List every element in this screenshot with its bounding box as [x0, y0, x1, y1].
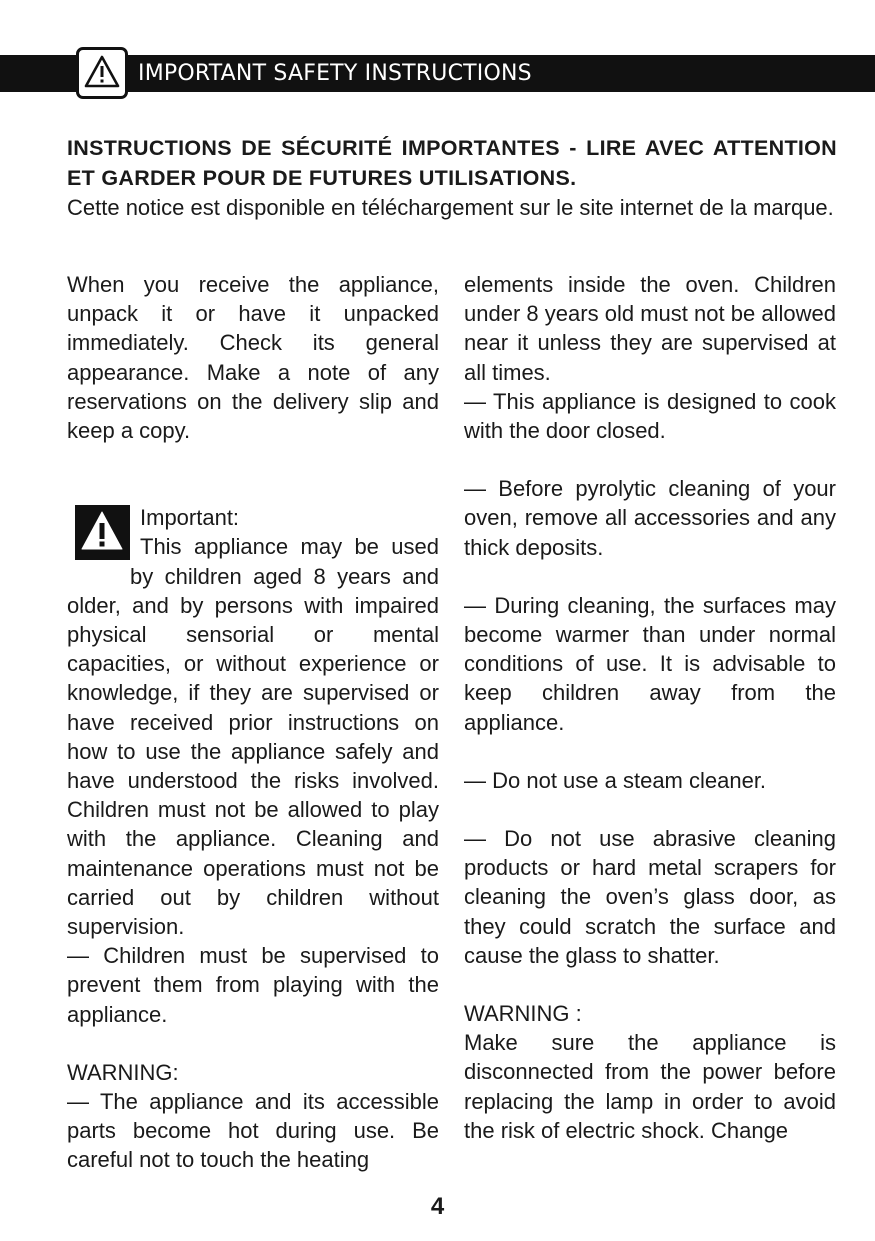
steam-cleaner-paragraph: — Do not use a steam cleaner. [464, 767, 767, 793]
warning-triangle-icon [76, 47, 128, 99]
cleaning-paragraph: — During cleaning, the surfaces may become warmer than under normal conditions of use. It is advisable to keep children away from the appliance. [464, 592, 836, 735]
pyrolytic-paragraph: — Before pyrolytic cleaning of your oven, remove all accessories and any thick deposits. [464, 476, 836, 560]
children-paragraph: elements inside the oven. Children under 8 years old must not be allowed near it unless they are supervised at all times. [464, 272, 836, 385]
important-label: Important: [140, 505, 240, 531]
abrasive-paragraph: — Do not use abrasive cleaning products or hard metal scrapers for cleaning the oven’s glass door, as they could scratch the surface and cause the glass to shatter. [464, 826, 836, 968]
hot-parts-paragraph: — The appliance and its accessible parts become hot during use. Be careful not to touch the heating [67, 1089, 439, 1173]
intro-section [67, 133, 837, 223]
door-closed-paragraph: — This appliance is designed to cook with the door closed. [464, 388, 836, 444]
left-column [67, 270, 439, 1175]
warning-label-left: WARNING: [67, 1059, 179, 1085]
important-line-1: This appliance may be used [140, 534, 439, 560]
receive-paragraph: When you receive the appliance, unpack it or have it unpacked immediately. Check its general appearance. Make a note of any reservations on the delivery slip and keep a copy. [67, 272, 439, 444]
right-column [464, 270, 836, 1145]
important-line-2: by children aged 8 years and [130, 563, 439, 589]
lamp-paragraph: Make sure the appliance is disconnected from the power before replacing the lamp in order to avoid the risk of electric shock. Change [464, 1030, 836, 1143]
warning-label-right: WARNING : [464, 1001, 582, 1027]
important-warning-icon [75, 505, 130, 560]
banner-title: IMPORTANT SAFETY INSTRUCTIONS [138, 61, 532, 86]
important-paragraph: older, and by persons with impaired physical sensorial or mental capacities, or without experience or knowledge, if they are supervised or have received prior instructions on how to use the appliance safely and have understood the risks involved. Children must not be allowed to play with the appliance. Cleaning and maintenance operations must not be carried out by children without supervision. [67, 592, 439, 940]
intro-heading: INSTRUCTIONS DE SÉCURITÉ IMPORTANTES - LIRE AVEC ATTENTION ET GARDER POUR DE FUTURES UTILISATIONS. [67, 136, 837, 190]
page-number: 4 [430, 1193, 445, 1220]
intro-text: Cette notice est disponible en téléchargement sur le site internet de la marque. [67, 195, 834, 220]
supervision-paragraph: — Children must be supervised to prevent them from playing with the appliance. [67, 943, 439, 1027]
